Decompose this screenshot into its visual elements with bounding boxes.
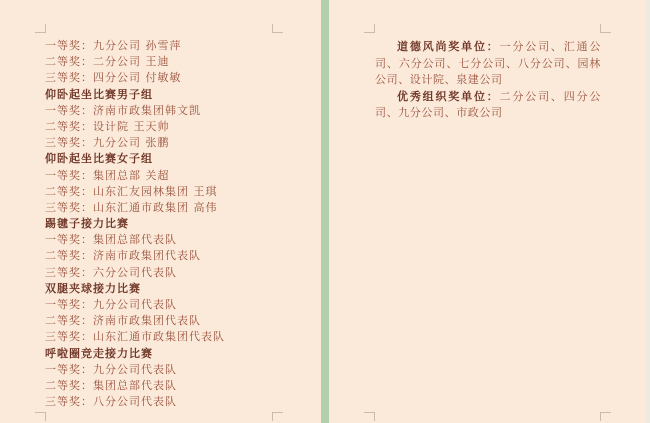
award-unit-paragraphs [375, 39, 601, 122]
canvas-edge-strip [646, 0, 650, 423]
award-line: 三等奖：山东汇通市政集团 高伟 [45, 200, 218, 214]
award-line: 一等奖：九分公司代表队 [45, 362, 177, 376]
award-line: 一等奖：济南市政集团韩文凯 [45, 103, 201, 117]
event-heading: 踢毽子接力比赛 [45, 217, 129, 231]
award-line: 二等奖：济南市政集团代表队 [45, 249, 201, 263]
award-paragraph [375, 39, 601, 89]
award-line: 二等奖：设计院 王天帅 [45, 119, 170, 133]
award-line: 一等奖：九分公司 孙雪萍 [45, 39, 182, 52]
event-heading: 仰卧起坐比赛男子组 [45, 87, 153, 101]
crop-mark-top-right [272, 24, 283, 33]
crop-mark-bottom-right [272, 412, 283, 421]
document-page-left[interactable] [0, 0, 321, 423]
award-line: 三等奖：四分公司 付敏敏 [45, 71, 182, 85]
award-line: 二等奖：集团总部代表队 [45, 378, 177, 392]
crop-mark-bottom-left [35, 412, 46, 421]
award-line: 三等奖：九分公司 张鹏 [45, 136, 170, 150]
award-line: 三等奖：山东汇通市政集团代表队 [45, 330, 225, 344]
crop-mark-bottom-right [600, 412, 611, 421]
award-paragraph [375, 89, 601, 122]
award-line: 三等奖：八分公司代表队 [45, 395, 177, 409]
event-heading: 呼啦圈竞走接力比赛 [45, 346, 153, 360]
award-line: 二等奖：山东汇友园林集团 王琪 [45, 184, 218, 198]
event-heading: 仰卧起坐比赛女子组 [45, 152, 153, 166]
award-recipients: 一分公司、汇通公司、六分公司、七分公司、八分公司、园林公司、设计院、泉建公司 [375, 40, 601, 86]
award-line: 三等奖：六分公司代表队 [45, 265, 177, 279]
award-line: 一等奖：九分公司代表队 [45, 298, 177, 311]
event-heading: 双腿夹球接力比赛 [45, 281, 141, 295]
crop-mark-top-left [364, 24, 375, 33]
crop-mark-bottom-left [364, 412, 375, 421]
crop-mark-top-right [600, 24, 611, 33]
award-line: 一等奖：集团总部代表队 [45, 233, 177, 247]
award-line: 二等奖：济南市政集团代表队 [45, 314, 201, 328]
award-recipients: 二分公司、四分公司、九分公司、市政公司 [375, 89, 601, 119]
award-line: 一等奖：集团总部 关超 [45, 168, 170, 182]
award-category-label: 优秀组织奖单位： [397, 89, 500, 103]
crop-mark-top-left [35, 24, 46, 33]
award-category-label: 道德风尚奖单位： [397, 40, 500, 53]
award-winner-list [45, 38, 280, 410]
award-line: 二等奖：二分公司 王迪 [45, 55, 170, 69]
document-page-right[interactable] [329, 0, 646, 423]
